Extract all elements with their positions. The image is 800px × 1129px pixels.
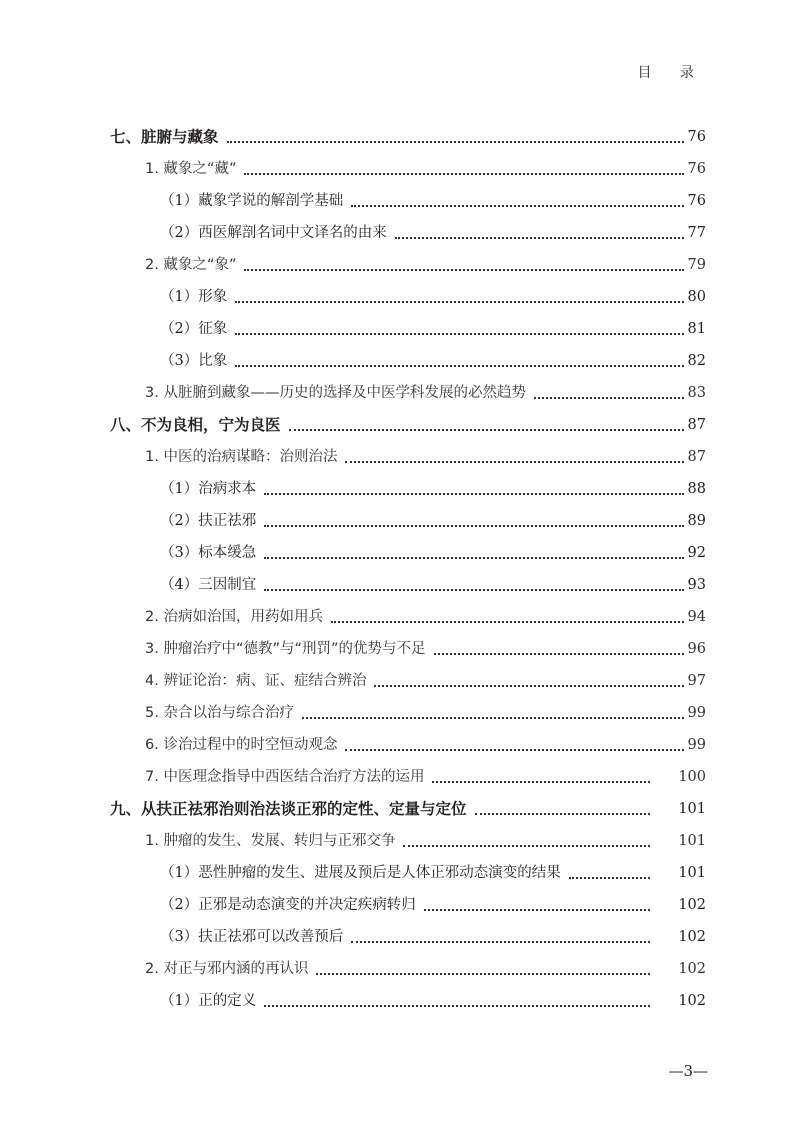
toc-entry-title: （2）西医解剖名词中文译名的由来 (160, 225, 387, 241)
toc-section[interactable] (110, 153, 706, 185)
toc-entry-page: 76 (687, 129, 706, 145)
toc-entry-page: 99 (687, 705, 706, 721)
toc-entry-title: （2）正邪是动态演变的并决定疾病转归 (160, 897, 416, 913)
dot-leader (403, 845, 650, 847)
toc-entry-page: 87 (687, 417, 706, 433)
dot-leader (475, 813, 651, 815)
toc-entry-title: 4. 辨证论治：病、证、症结合辨治 (145, 673, 367, 689)
toc-section[interactable] (110, 601, 706, 633)
dot-leader (432, 781, 650, 783)
toc-entry-page: 76 (687, 193, 706, 209)
toc-entry-title: 6. 诊治过程中的时空恒动观念 (145, 737, 338, 753)
toc-entry-title: （1）正的定义 (160, 993, 257, 1009)
toc-section[interactable] (110, 825, 706, 857)
toc-entry-title: 八、不为良相，宁为良医 (110, 415, 281, 434)
toc-entry-title: 1. 中医的治病谋略：治则治法 (145, 449, 338, 465)
toc-entry-page: 99 (687, 737, 706, 753)
toc-subsection[interactable] (110, 537, 706, 569)
toc-entry-title: 七、脏腑与藏象 (110, 127, 219, 146)
toc-subsection[interactable] (110, 473, 706, 505)
dot-leader (316, 973, 650, 975)
toc-entry-page: 93 (687, 577, 706, 593)
toc-entry-title: 7. 中医理念指导中西医结合治疗方法的运用 (145, 769, 425, 785)
toc-entry-page: 94 (687, 609, 706, 625)
dot-leader (289, 429, 684, 431)
toc-subsection[interactable] (110, 281, 706, 313)
toc-subsection[interactable] (110, 313, 706, 345)
toc-subsection[interactable] (110, 185, 706, 217)
toc-section[interactable] (110, 633, 706, 665)
toc-entry-page: 88 (687, 481, 706, 497)
toc-entry-title: 1. 肿瘤的发生、发展、转归与正邪交争 (145, 833, 396, 849)
dot-leader (244, 173, 683, 175)
dot-leader (351, 205, 683, 207)
toc-entry-page: 77 (687, 225, 706, 241)
toc-entry-title: （1）藏象学说的解剖学基础 (160, 193, 344, 209)
dot-leader (227, 141, 684, 143)
dot-leader (244, 269, 683, 271)
dot-leader (264, 589, 683, 591)
table-of-contents (110, 121, 706, 1017)
toc-entry-page: 80 (687, 289, 706, 305)
toc-entry-page: 97 (687, 673, 706, 689)
dot-leader (235, 365, 683, 367)
toc-entry-title: 1. 藏象之“藏” (145, 161, 237, 177)
toc-entry-page: 101 (678, 801, 706, 817)
dot-leader (264, 1005, 650, 1007)
toc-entry-title: 2. 藏象之“象” (145, 257, 237, 273)
toc-entry-title: （1）形象 (160, 289, 228, 305)
toc-section[interactable] (110, 729, 706, 761)
toc-entry-page: 76 (687, 161, 706, 177)
dot-leader (264, 525, 683, 527)
dot-leader (395, 237, 684, 239)
dot-leader (331, 621, 684, 623)
toc-section[interactable] (110, 249, 706, 281)
dot-leader (374, 685, 683, 687)
dot-leader (302, 717, 684, 719)
toc-entry-title: （3）扶正祛邪可以改善预后 (160, 929, 344, 945)
running-header: 目 录 (637, 65, 706, 81)
toc-entry-page: 81 (687, 321, 706, 337)
toc-entry-page: 101 (678, 865, 706, 881)
toc-chapter[interactable] (110, 793, 706, 825)
toc-section[interactable] (110, 761, 706, 793)
toc-subsection[interactable] (110, 217, 706, 249)
toc-section[interactable] (110, 377, 706, 409)
dot-leader (264, 493, 683, 495)
toc-entry-page: 82 (687, 353, 706, 369)
toc-entry-title: （2）征象 (160, 321, 228, 337)
toc-entry-title: （2）扶正祛邪 (160, 513, 257, 529)
toc-entry-page: 79 (687, 257, 706, 273)
toc-entry-title: （4）三因制宜 (160, 577, 257, 593)
toc-entry-page: 102 (678, 961, 706, 977)
toc-subsection[interactable] (110, 921, 706, 953)
dot-leader (351, 941, 650, 943)
toc-entry-page: 102 (678, 929, 706, 945)
toc-entry-title: 2. 对正与邪内涵的再认识 (145, 961, 309, 977)
toc-entry-page: 100 (678, 769, 706, 785)
toc-section[interactable] (110, 953, 706, 985)
toc-entry-title: 5. 杂合以治与综合治疗 (145, 705, 294, 721)
dot-leader (235, 301, 683, 303)
toc-entry-title: （1）恶性肿瘤的发生、进展及预后是人体正邪动态演变的结果 (160, 865, 561, 881)
toc-chapter[interactable] (110, 121, 706, 153)
dot-leader (569, 877, 651, 879)
toc-section[interactable] (110, 665, 706, 697)
dot-leader (235, 333, 683, 335)
dot-leader (345, 749, 683, 751)
toc-entry-title: （1）治病求本 (160, 481, 257, 497)
toc-entry-page: 83 (687, 385, 706, 401)
toc-entry-title: （3）标本缓急 (160, 545, 257, 561)
toc-entry-title: 3. 从脏腑到藏象——历史的选择及中医学科发展的必然趋势 (145, 385, 526, 401)
dot-leader (434, 653, 684, 655)
toc-section[interactable] (110, 697, 706, 729)
toc-section[interactable] (110, 441, 706, 473)
toc-entry-page: 102 (678, 993, 706, 1009)
toc-subsection[interactable] (110, 857, 706, 889)
toc-entry-title: 3. 肿瘤治疗中“德教”与“刑罚”的优势与不足 (145, 641, 426, 657)
toc-subsection[interactable] (110, 505, 706, 537)
dot-leader (345, 461, 683, 463)
toc-subsection[interactable] (110, 345, 706, 377)
toc-entry-title: 九、从扶正祛邪治则治法谈正邪的定性、定量与定位 (110, 799, 467, 818)
toc-entry-page: 92 (687, 545, 706, 561)
toc-entry-title: 2. 治病如治国，用药如用兵 (145, 609, 323, 625)
toc-subsection[interactable] (110, 985, 706, 1017)
toc-entry-page: 102 (678, 897, 706, 913)
toc-entry-page: 87 (687, 449, 706, 465)
toc-entry-page: 89 (687, 513, 706, 529)
dot-leader (534, 397, 684, 399)
toc-subsection[interactable] (110, 569, 706, 601)
toc-entry-title: （3）比象 (160, 353, 228, 369)
toc-entry-page: 96 (687, 641, 706, 657)
toc-subsection[interactable] (110, 889, 706, 921)
dot-leader (424, 909, 651, 911)
toc-chapter[interactable] (110, 409, 706, 441)
dot-leader (264, 557, 683, 559)
toc-entry-page: 101 (678, 833, 706, 849)
page-number: —3— (668, 1062, 708, 1080)
